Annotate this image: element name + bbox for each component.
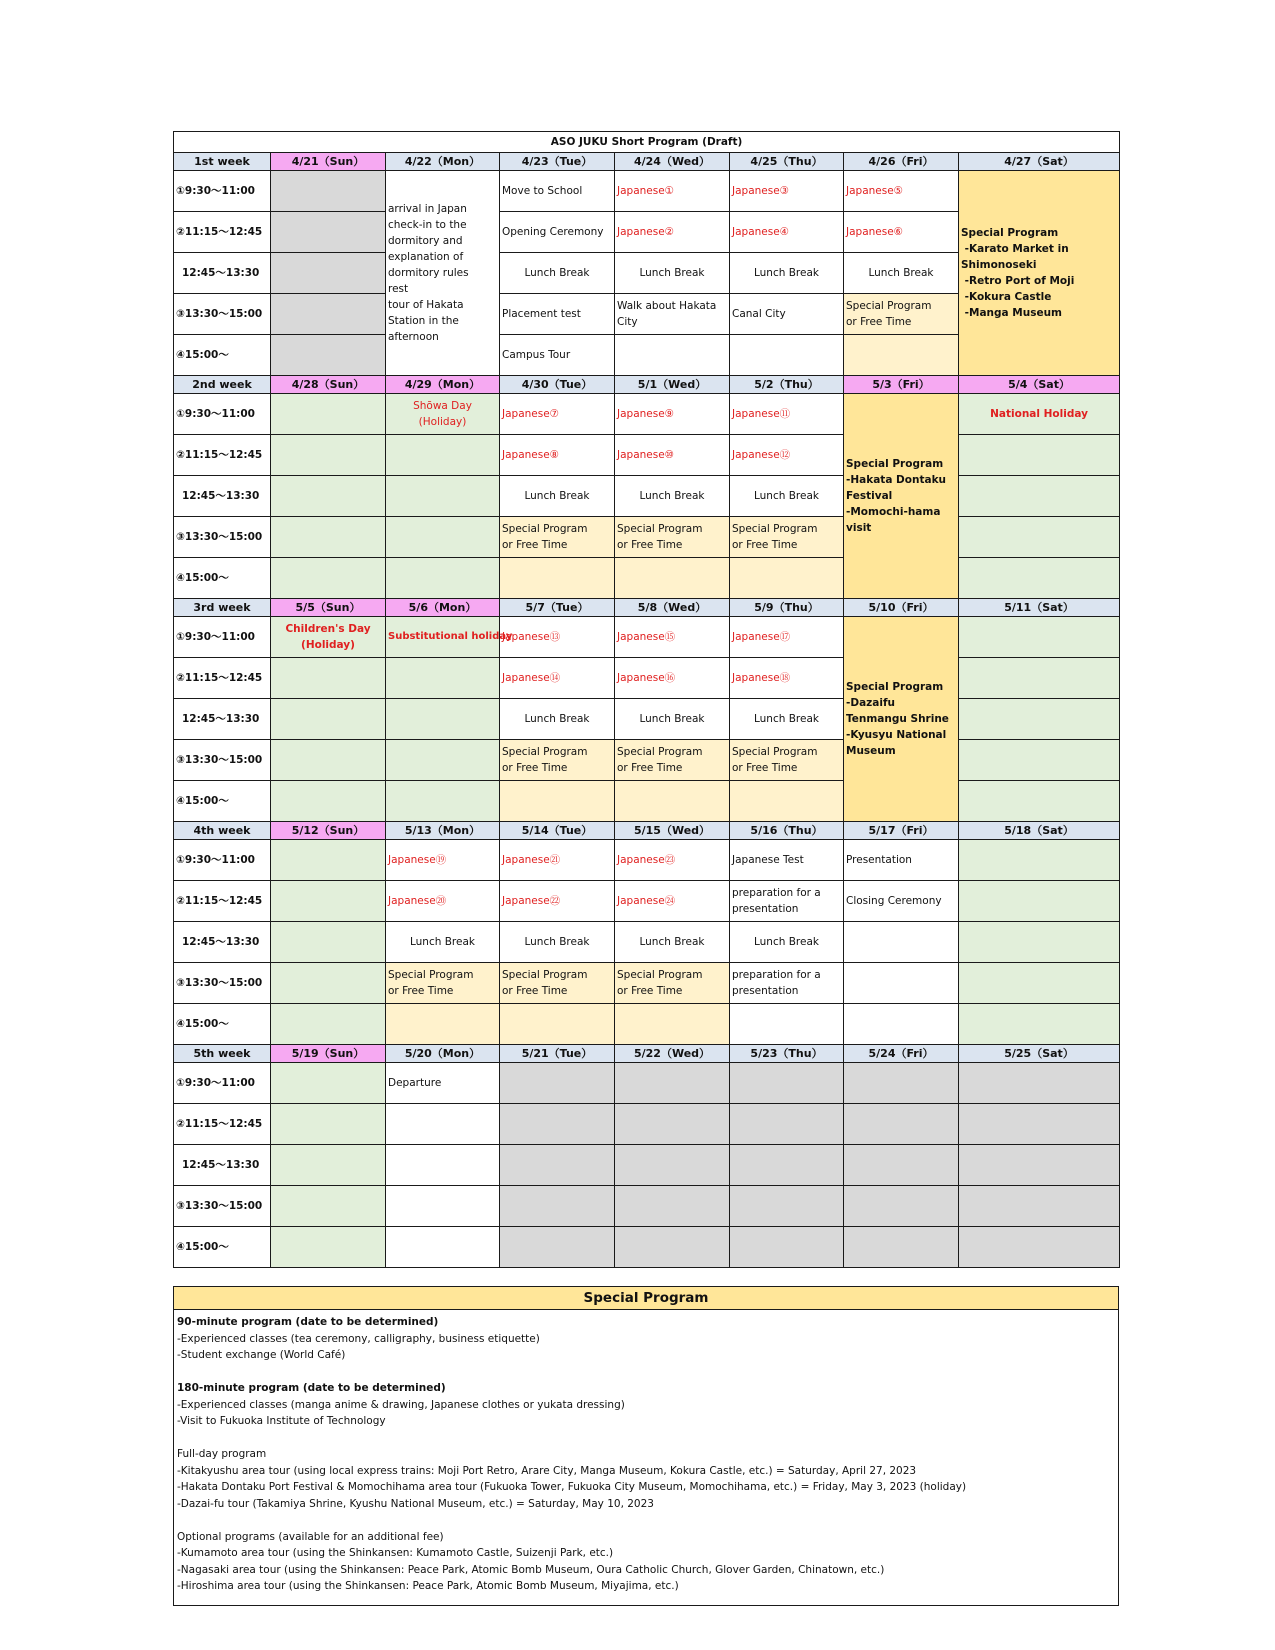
cell xyxy=(500,1145,615,1186)
cell xyxy=(386,558,500,599)
list-item: -Hiroshima area tour (using the Shinkansen: Peace Park, Atomic Bomb Museum, Miyajima, etc.) xyxy=(177,1580,679,1592)
cell: Japanese㉑ xyxy=(500,840,615,881)
cell xyxy=(730,558,844,599)
holiday-cell: Children's Day (Holiday) xyxy=(271,617,386,658)
cell xyxy=(271,435,386,476)
cell: Special Program or Free Time xyxy=(844,294,959,335)
cell: Japanese③ xyxy=(730,171,844,212)
cell: Special Program or Free Time xyxy=(500,740,615,781)
week-header-row xyxy=(174,376,1120,394)
cell xyxy=(271,517,386,558)
date-header: 4/23（Tue） xyxy=(500,153,615,171)
date-header: 5/14（Tue） xyxy=(500,822,615,840)
cell: Japanese⑤ xyxy=(844,171,959,212)
cell xyxy=(615,1004,730,1045)
list-item: -Experienced classes (tea ceremony, calligraphy, business etiquette) xyxy=(177,1332,540,1345)
cell xyxy=(386,517,500,558)
date-header: 5/12（Sun） xyxy=(271,822,386,840)
cell xyxy=(959,1063,1120,1104)
cell: Japanese⑳ xyxy=(386,881,500,922)
date-header: 5/1（Wed） xyxy=(615,376,730,394)
date-header: 4/21（Sun） xyxy=(271,153,386,171)
cell: Special Program or Free Time xyxy=(730,740,844,781)
week-header-row xyxy=(174,599,1120,617)
section-heading: 90-minute program (date to be determined) xyxy=(177,1316,439,1328)
cell xyxy=(844,1145,959,1186)
date-header: 4/25（Thu） xyxy=(730,153,844,171)
cell xyxy=(844,1186,959,1227)
cell xyxy=(271,394,386,435)
date-header: 5/15（Wed） xyxy=(615,822,730,840)
cell xyxy=(271,881,386,922)
cell: Japanese㉒ xyxy=(500,881,615,922)
schedule-table xyxy=(173,131,1120,1268)
cell: Lunch Break xyxy=(844,253,959,294)
time-slot: ①9:30〜11:00 xyxy=(174,1063,271,1104)
list-item: -Student exchange (World Café) xyxy=(177,1349,346,1361)
cell: Special Program or Free Time xyxy=(615,963,730,1004)
cell xyxy=(500,781,615,822)
cell: preparation for a presentation xyxy=(730,881,844,922)
cell xyxy=(271,699,386,740)
cell xyxy=(271,840,386,881)
week-label: 5th week xyxy=(174,1045,271,1063)
cell: Japanese㉓ xyxy=(615,840,730,881)
date-header: 5/10（Fri） xyxy=(844,599,959,617)
cell xyxy=(271,476,386,517)
cell: Japanese⑰ xyxy=(730,617,844,658)
cell: Walk about Hakata City xyxy=(615,294,730,335)
cell: Departure xyxy=(386,1063,500,1104)
cell xyxy=(959,1145,1120,1186)
special-program-cell xyxy=(844,617,959,822)
cell: Canal City xyxy=(730,294,844,335)
cell: Lunch Break xyxy=(386,922,500,963)
cell xyxy=(615,1145,730,1186)
program-section xyxy=(177,1446,1115,1512)
cell xyxy=(959,963,1120,1004)
list-item: -Hakata Dontaku Port Festival & Momochihama area tour (Fukuoka Tower, Fukuoka City Museum, Momochihama, etc.) = Friday, May 3, 2023 (holiday) xyxy=(177,1481,967,1493)
time-slot: ②11:15〜12:45 xyxy=(174,435,271,476)
cell: Lunch Break xyxy=(500,253,615,294)
cell: Japanese⑮ xyxy=(615,617,730,658)
cell xyxy=(615,1186,730,1227)
date-header: 5/17（Fri） xyxy=(844,822,959,840)
cell xyxy=(386,658,500,699)
cell xyxy=(271,171,386,212)
time-slot: 12:45〜13:30 xyxy=(174,253,271,294)
cell xyxy=(271,212,386,253)
date-header: 4/30（Tue） xyxy=(500,376,615,394)
program-section xyxy=(177,1529,1115,1595)
time-slot: ③13:30〜15:00 xyxy=(174,740,271,781)
cell xyxy=(959,558,1120,599)
cell xyxy=(959,658,1120,699)
cell xyxy=(271,1227,386,1268)
date-header: 5/16（Thu） xyxy=(730,822,844,840)
arrival-text: arrival in Japan check-in to the dormitory and explanation of dormitory rules rest tour of Hakata Station in the afternoon xyxy=(388,203,469,343)
cell xyxy=(959,781,1120,822)
date-header: 5/2（Thu） xyxy=(730,376,844,394)
time-slot: ①9:30〜11:00 xyxy=(174,840,271,881)
date-header: 4/29（Mon） xyxy=(386,376,500,394)
cell xyxy=(959,922,1120,963)
cell xyxy=(615,781,730,822)
list-item: -Kumamoto area tour (using the Shinkansen: Kumamoto Castle, Suizenji Park, etc.) xyxy=(177,1547,614,1559)
cell: Closing Ceremony xyxy=(844,881,959,922)
special-program-title: Special Program xyxy=(174,1287,1119,1310)
cell xyxy=(386,781,500,822)
cell xyxy=(271,1063,386,1104)
cell xyxy=(730,781,844,822)
special-program-cell xyxy=(959,171,1120,376)
cell xyxy=(959,435,1120,476)
holiday-cell: Substitutional holiday xyxy=(386,617,500,658)
cell xyxy=(844,1227,959,1268)
cell: Lunch Break xyxy=(730,922,844,963)
date-header: 5/11（Sat） xyxy=(959,599,1120,617)
cell xyxy=(730,335,844,376)
cell xyxy=(844,1063,959,1104)
time-slot: ②11:15〜12:45 xyxy=(174,1104,271,1145)
program-section xyxy=(177,1314,1115,1364)
time-slot: 12:45〜13:30 xyxy=(174,476,271,517)
time-slot: ④15:00〜 xyxy=(174,558,271,599)
cell xyxy=(500,1063,615,1104)
cell: Lunch Break xyxy=(615,699,730,740)
date-header: 5/8（Wed） xyxy=(615,599,730,617)
cell xyxy=(386,1104,500,1145)
date-header: 5/22（Wed） xyxy=(615,1045,730,1063)
program-section xyxy=(177,1380,1115,1430)
week-header-row xyxy=(174,1045,1120,1063)
time-slot: ①9:30〜11:00 xyxy=(174,617,271,658)
list-item: -Dazai-fu tour (Takamiya Shrine, Kyushu National Museum, etc.) = Saturday, May 10, 2023 xyxy=(177,1497,654,1510)
cell xyxy=(271,963,386,1004)
cell xyxy=(386,699,500,740)
cell xyxy=(615,1104,730,1145)
date-header: 4/22（Mon） xyxy=(386,153,500,171)
section-heading: 180-minute program (date to be determined) xyxy=(177,1382,446,1394)
list-item: -Experienced classes (manga anime & drawing, Japanese clothes or yukata dressing) xyxy=(177,1398,625,1411)
week-label: 1st week xyxy=(174,153,271,171)
cell: Special Program or Free Time xyxy=(615,740,730,781)
cell xyxy=(730,1186,844,1227)
cell xyxy=(271,253,386,294)
cell xyxy=(500,1227,615,1268)
holiday-cell: National Holiday xyxy=(959,394,1120,435)
cell xyxy=(500,1104,615,1145)
cell xyxy=(271,1104,386,1145)
list-item: -Kitakyushu area tour (using local express trains: Moji Port Retro, Arare City, Manga Museum, Kokura Castle, etc.) = Saturday, April 27, 2023 xyxy=(177,1464,917,1477)
cell xyxy=(615,335,730,376)
cell: Lunch Break xyxy=(500,922,615,963)
schedule-sheet xyxy=(173,131,1119,1606)
cell xyxy=(959,1104,1120,1145)
cell: Special Program or Free Time xyxy=(386,963,500,1004)
date-header: 5/3（Fri） xyxy=(844,376,959,394)
cell: Campus Tour xyxy=(500,335,615,376)
week-label: 2nd week xyxy=(174,376,271,394)
cell: Lunch Break xyxy=(615,476,730,517)
time-slot: ①9:30〜11:00 xyxy=(174,394,271,435)
cell xyxy=(730,1104,844,1145)
cell xyxy=(959,740,1120,781)
time-slot: ②11:15〜12:45 xyxy=(174,881,271,922)
cell: Japanese⑧ xyxy=(500,435,615,476)
cell: Japanese⑯ xyxy=(615,658,730,699)
cell: Special Program or Free Time xyxy=(730,517,844,558)
cell xyxy=(271,1186,386,1227)
date-header: 5/18（Sat） xyxy=(959,822,1120,840)
cell xyxy=(959,1227,1120,1268)
week-label: 3rd week xyxy=(174,599,271,617)
date-header: 5/5（Sun） xyxy=(271,599,386,617)
cell xyxy=(500,558,615,599)
cell xyxy=(959,476,1120,517)
cell xyxy=(615,558,730,599)
cell xyxy=(959,1186,1120,1227)
cell xyxy=(844,963,959,1004)
special-program-body xyxy=(174,1310,1119,1606)
cell: Special Program or Free Time xyxy=(500,517,615,558)
cell xyxy=(959,617,1120,658)
date-header: 5/21（Tue） xyxy=(500,1045,615,1063)
cell xyxy=(271,335,386,376)
cell: Japanese⑪ xyxy=(730,394,844,435)
date-header: 5/4（Sat） xyxy=(959,376,1120,394)
date-header: 4/28（Sun） xyxy=(271,376,386,394)
cell xyxy=(959,517,1120,558)
date-header: 5/13（Mon） xyxy=(386,822,500,840)
date-header: 4/24（Wed） xyxy=(615,153,730,171)
cell: Japanese② xyxy=(615,212,730,253)
cell: preparation for a presentation xyxy=(730,963,844,1004)
time-slot: ④15:00〜 xyxy=(174,335,271,376)
date-header: 5/7（Tue） xyxy=(500,599,615,617)
cell xyxy=(730,1145,844,1186)
cell xyxy=(386,1145,500,1186)
time-slot: ④15:00〜 xyxy=(174,781,271,822)
cell xyxy=(730,1063,844,1104)
cell xyxy=(271,781,386,822)
date-header: 4/26（Fri） xyxy=(844,153,959,171)
date-header: 5/9（Thu） xyxy=(730,599,844,617)
cell: Japanese⑱ xyxy=(730,658,844,699)
date-header: 5/23（Thu） xyxy=(730,1045,844,1063)
date-header: 5/20（Mon） xyxy=(386,1045,500,1063)
cell xyxy=(959,840,1120,881)
cell xyxy=(500,1004,615,1045)
cell: Lunch Break xyxy=(615,253,730,294)
cell: Japanese① xyxy=(615,171,730,212)
date-header: 5/25（Sat） xyxy=(959,1045,1120,1063)
cell: Lunch Break xyxy=(730,699,844,740)
cell: Placement test xyxy=(500,294,615,335)
cell xyxy=(959,699,1120,740)
cell xyxy=(386,435,500,476)
time-slot: ③13:30〜15:00 xyxy=(174,294,271,335)
cell: Japanese Test xyxy=(730,840,844,881)
cell: Japanese⑭ xyxy=(500,658,615,699)
cell xyxy=(271,740,386,781)
date-header: 5/24（Fri） xyxy=(844,1045,959,1063)
cell: Japanese⑬ xyxy=(500,617,615,658)
cell xyxy=(271,1145,386,1186)
cell: Japanese㉔ xyxy=(615,881,730,922)
time-slot: ②11:15〜12:45 xyxy=(174,658,271,699)
time-slot: ④15:00〜 xyxy=(174,1227,271,1268)
time-slot: ②11:15〜12:45 xyxy=(174,212,271,253)
cell: Lunch Break xyxy=(500,699,615,740)
cell xyxy=(386,1004,500,1045)
date-header: 5/6（Mon） xyxy=(386,599,500,617)
cell xyxy=(271,294,386,335)
time-slot: 12:45〜13:30 xyxy=(174,922,271,963)
cell xyxy=(615,1227,730,1268)
cell: Special Program or Free Time xyxy=(500,963,615,1004)
cell: Lunch Break xyxy=(730,253,844,294)
section-heading: Full-day program xyxy=(177,1448,267,1460)
cell: Lunch Break xyxy=(615,922,730,963)
cell xyxy=(844,1004,959,1045)
time-slot: 12:45〜13:30 xyxy=(174,699,271,740)
cell xyxy=(386,476,500,517)
cell xyxy=(500,1186,615,1227)
cell xyxy=(386,1227,500,1268)
week-header-row xyxy=(174,153,1120,171)
cell xyxy=(844,1104,959,1145)
cell xyxy=(730,1004,844,1045)
week-label: 4th week xyxy=(174,822,271,840)
special-program-text: Special Program -Dazaifu Tenmangu Shrine -Kyusyu National Museum xyxy=(846,681,949,757)
cell: Japanese⑲ xyxy=(386,840,500,881)
time-slot: ③13:30〜15:00 xyxy=(174,963,271,1004)
week-header-row xyxy=(174,822,1120,840)
special-program-text: Special Program -Hakata Dontaku Festival -Momochi-hama visit xyxy=(846,458,947,534)
cell xyxy=(386,740,500,781)
cell xyxy=(271,658,386,699)
cell xyxy=(844,335,959,376)
cell xyxy=(959,1004,1120,1045)
special-program-cell xyxy=(844,394,959,599)
cell: Japanese⑥ xyxy=(844,212,959,253)
section-heading: Optional programs (available for an additional fee) xyxy=(177,1530,444,1543)
cell: Japanese④ xyxy=(730,212,844,253)
cell: Lunch Break xyxy=(730,476,844,517)
cell xyxy=(386,1186,500,1227)
page-title: ASO JUKU Short Program (Draft) xyxy=(174,132,1120,153)
arrival-cell xyxy=(386,171,500,376)
date-header: 4/27（Sat） xyxy=(959,153,1120,171)
date-header: 5/19（Sun） xyxy=(271,1045,386,1063)
cell: Special Program or Free Time xyxy=(615,517,730,558)
cell xyxy=(730,1227,844,1268)
time-slot: 12:45〜13:30 xyxy=(174,1145,271,1186)
time-slot: ①9:30〜11:00 xyxy=(174,171,271,212)
special-program-table xyxy=(173,1286,1119,1606)
list-item: -Nagasaki area tour (using the Shinkansen: Peace Park, Atomic Bomb Museum, Oura Catholic Church, Glover Garden, Chinatown, etc.) xyxy=(177,1563,885,1576)
cell xyxy=(271,558,386,599)
cell: Japanese⑦ xyxy=(500,394,615,435)
time-slot: ③13:30〜15:00 xyxy=(174,517,271,558)
cell: Move to School xyxy=(500,171,615,212)
cell: Lunch Break xyxy=(500,476,615,517)
cell: Presentation xyxy=(844,840,959,881)
cell xyxy=(959,881,1120,922)
cell: Japanese⑨ xyxy=(615,394,730,435)
cell: Japanese⑩ xyxy=(615,435,730,476)
cell xyxy=(844,922,959,963)
special-program-text: Special Program -Karato Market in Shimonoseki -Retro Port of Moji -Kokura Castle -Manga Museum xyxy=(961,227,1075,319)
list-item: -Visit to Fukuoka Institute of Technology xyxy=(177,1415,386,1427)
cell xyxy=(271,922,386,963)
cell xyxy=(271,1004,386,1045)
cell: Japanese⑫ xyxy=(730,435,844,476)
time-slot: ④15:00〜 xyxy=(174,1004,271,1045)
time-slot: ③13:30〜15:00 xyxy=(174,1186,271,1227)
cell: Opening Ceremony xyxy=(500,212,615,253)
holiday-cell: Shōwa Day (Holiday) xyxy=(386,394,500,435)
cell xyxy=(615,1063,730,1104)
